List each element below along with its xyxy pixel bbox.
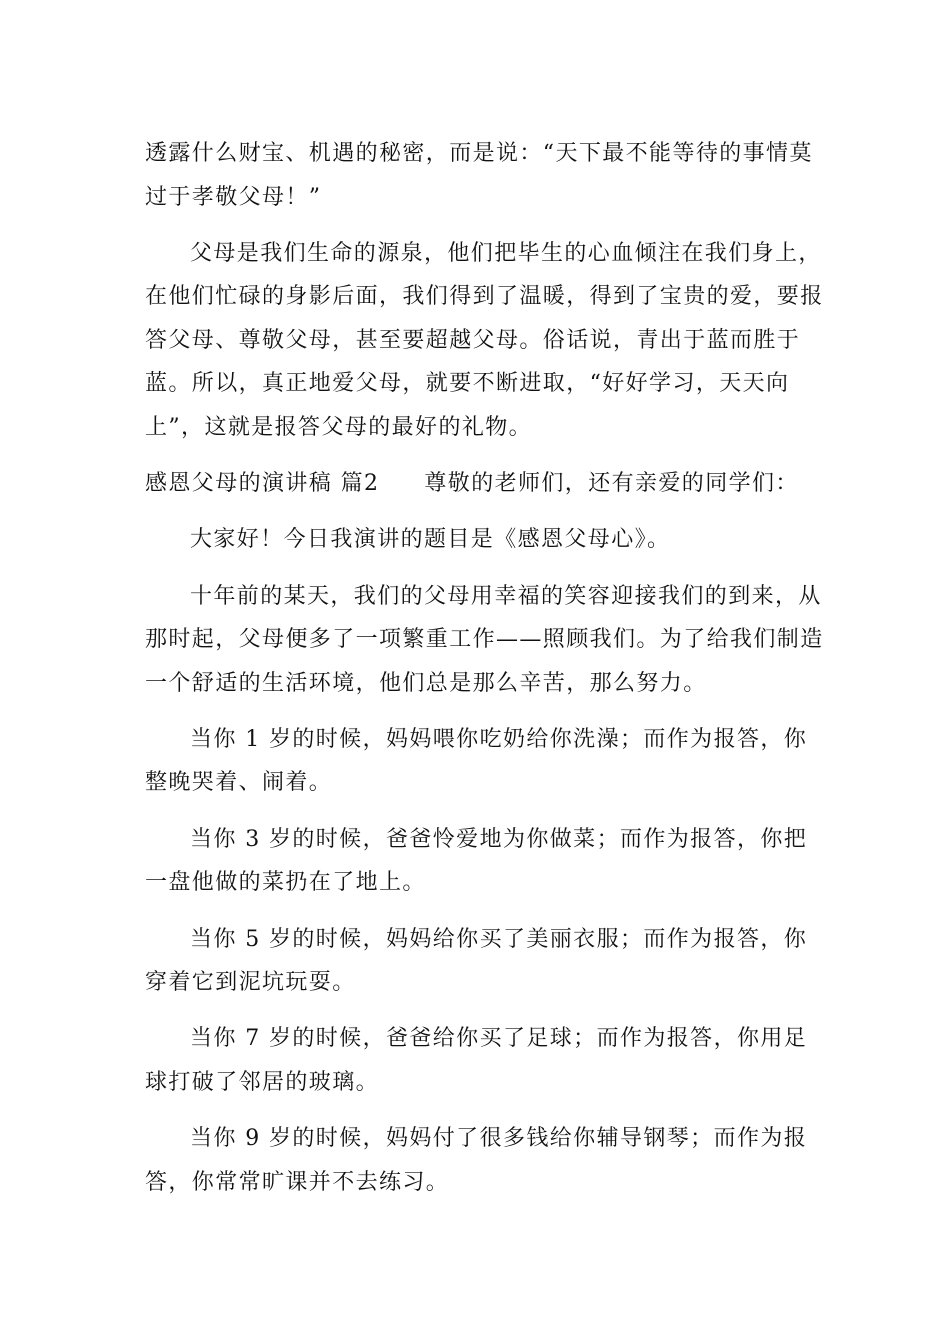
speech-paragraph-1: 大家好！今日我演讲的题目是《感恩父母心》。: [190, 527, 671, 553]
salutation: 尊敬的老师们，还有亲爱的同学们：: [424, 471, 799, 497]
speech-paragraph-7: 当你 9 岁的时候，妈妈付了很多钱给你辅导钢琴；而作为报答，你常常旷课并不去练习。: [145, 1126, 808, 1195]
document-body: [145, 132, 825, 1217]
speech-paragraph-5: 当你 5 岁的时候，妈妈给你买了美丽衣服；而作为报答，你穿着它到泥坑玩耍。: [145, 926, 808, 996]
speech-paragraph-6: 当你 7 岁的时候，爸爸给你买了足球；而作为报答，你用足球打破了邻居的玻璃。: [145, 1026, 808, 1095]
paragraph-1: 透露什么财宝、机遇的秘密，而是说：“天下最不能等待的事情莫过于孝敬父母！”: [145, 141, 813, 210]
paragraph-2: 父母是我们生命的源泉，他们把毕生的心血倾注在我们身上，在他们忙碌的身影后面，我们得到了温暖，得到了宝贵的爱，要报答父母、尊敬父母，甚至要超越父母。俗话说，青出于蓝而胜于蓝。所以，真正地爱父母，就要不断进取，“好好学习，天天向上”，这就是报答父母的最好的礼物。: [145, 240, 824, 440]
section-heading-line: [145, 462, 825, 506]
speech-paragraph-2: 十年前的某天，我们的父母用幸福的笑容迎接我们的到来，从那时起，父母便多了一项繁重工作——照顾我们。为了给我们制造一个舒适的生活环境，他们总是那么辛苦，那么努力。: [145, 583, 824, 696]
section-title: 感恩父母的演讲稿 篇2: [145, 471, 380, 497]
speech-paragraph-4: 当你 3 岁的时候，爸爸怜爱地为你做菜；而作为报答，你把一盘他做的菜扔在了地上。: [145, 826, 808, 896]
speech-paragraph-3: 当你 1 岁的时候，妈妈喂你吃奶给你洗澡；而作为报答，你整晚哭着、闹着。: [145, 726, 808, 796]
